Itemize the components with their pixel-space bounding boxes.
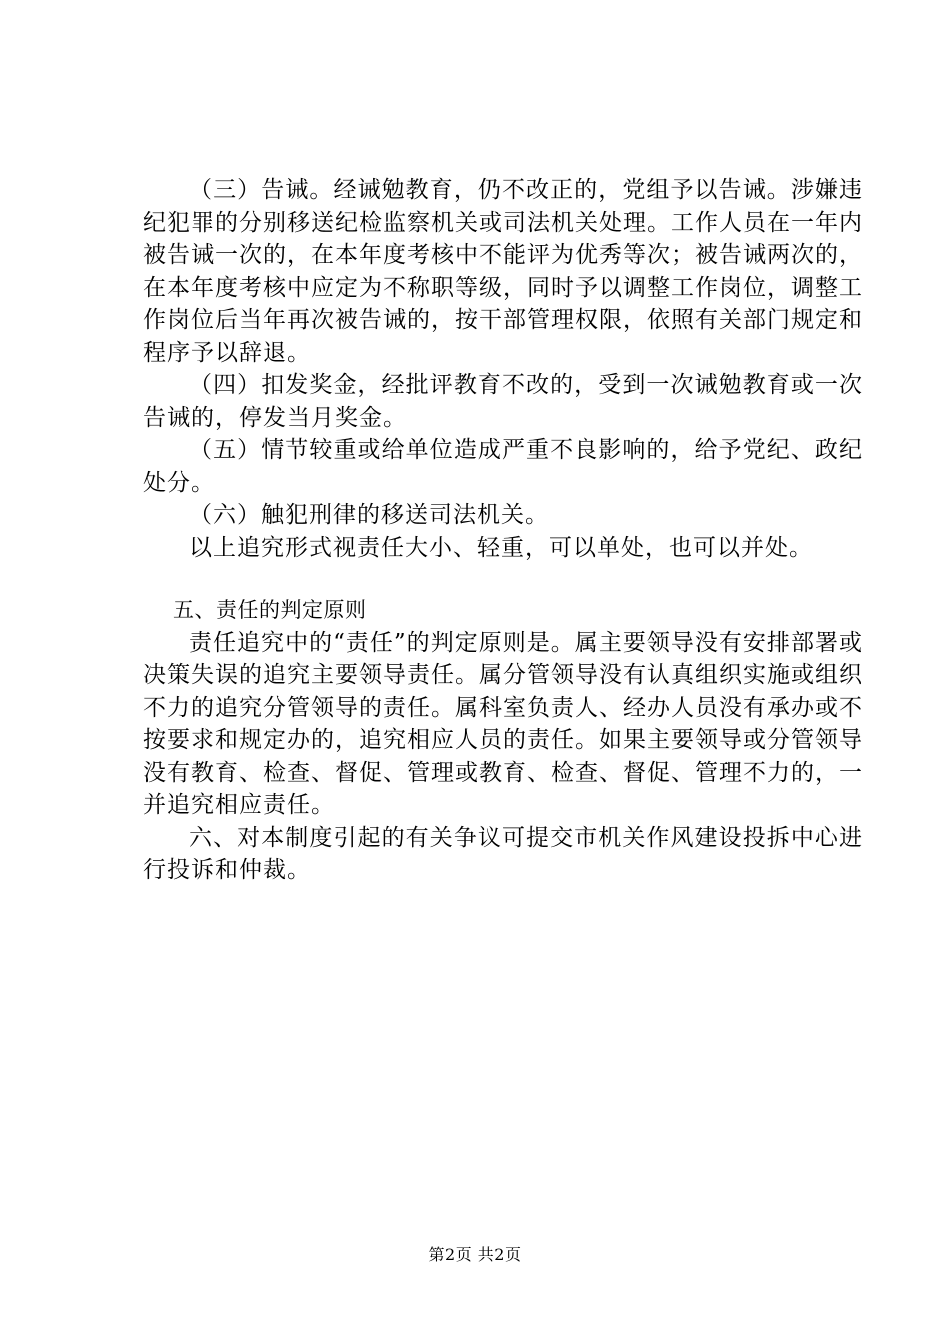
paragraph-admonition: （三）告诫。经诫勉教育，仍不改正的，党组予以告诫。涉嫌违纪犯罪的分别移送纪检监察机关或司法机关处理。工作人员在一年内被告诫一次的，在本年度考核中不能评为优秀等次；被告诫两次的，在本年度考核中应定为不称职等级，同时予以调整工作岗位，调整工作岗位后当年再次被告诫的，按干部管理权限，依照有关部门规定和程序予以辞退。	[143, 177, 863, 366]
paragraph-judicial-transfer: （六）触犯刑律的移送司法机关。	[189, 502, 549, 528]
document-body	[143, 174, 863, 887]
paragraph-bonus-deduction: （四）扣发奖金，经批评教育不改的，受到一次诫勉教育或一次告诫的，停发当月奖金。	[143, 372, 863, 431]
section-spacer	[143, 564, 863, 594]
section5-paragraph: 责任追究中的“责任”的判定原则是。属主要领导没有安排部署或决策失误的追究主要领导责任。属分管领导没有认真组织实施或组织不力的追究分管领导的责任。属科室负责人、经办人员没有承办或不按要求和规定办的，追究相应人员的责任。如果主要领导或分管领导没有教育、检查、督促、管理或教育、检查、督促、管理不力的，一并追究相应责任。	[143, 629, 863, 818]
section5-heading: 五、责任的判定原则	[173, 598, 367, 622]
paragraph-combined-penalty: 以上追究形式视责任大小、轻重，可以单处，也可以并处。	[189, 534, 813, 561]
page-footer: 第2页 共2页	[428, 1245, 522, 1264]
paragraph-disciplinary-sanction: （五）情节较重或给单位造成严重不良影响的，给予党纪、政纪处分。	[143, 437, 863, 496]
section6-paragraph: 六、对本制度引起的有关争议可提交市机关作风建设投拆中心进行投诉和仲裁。	[143, 824, 863, 883]
